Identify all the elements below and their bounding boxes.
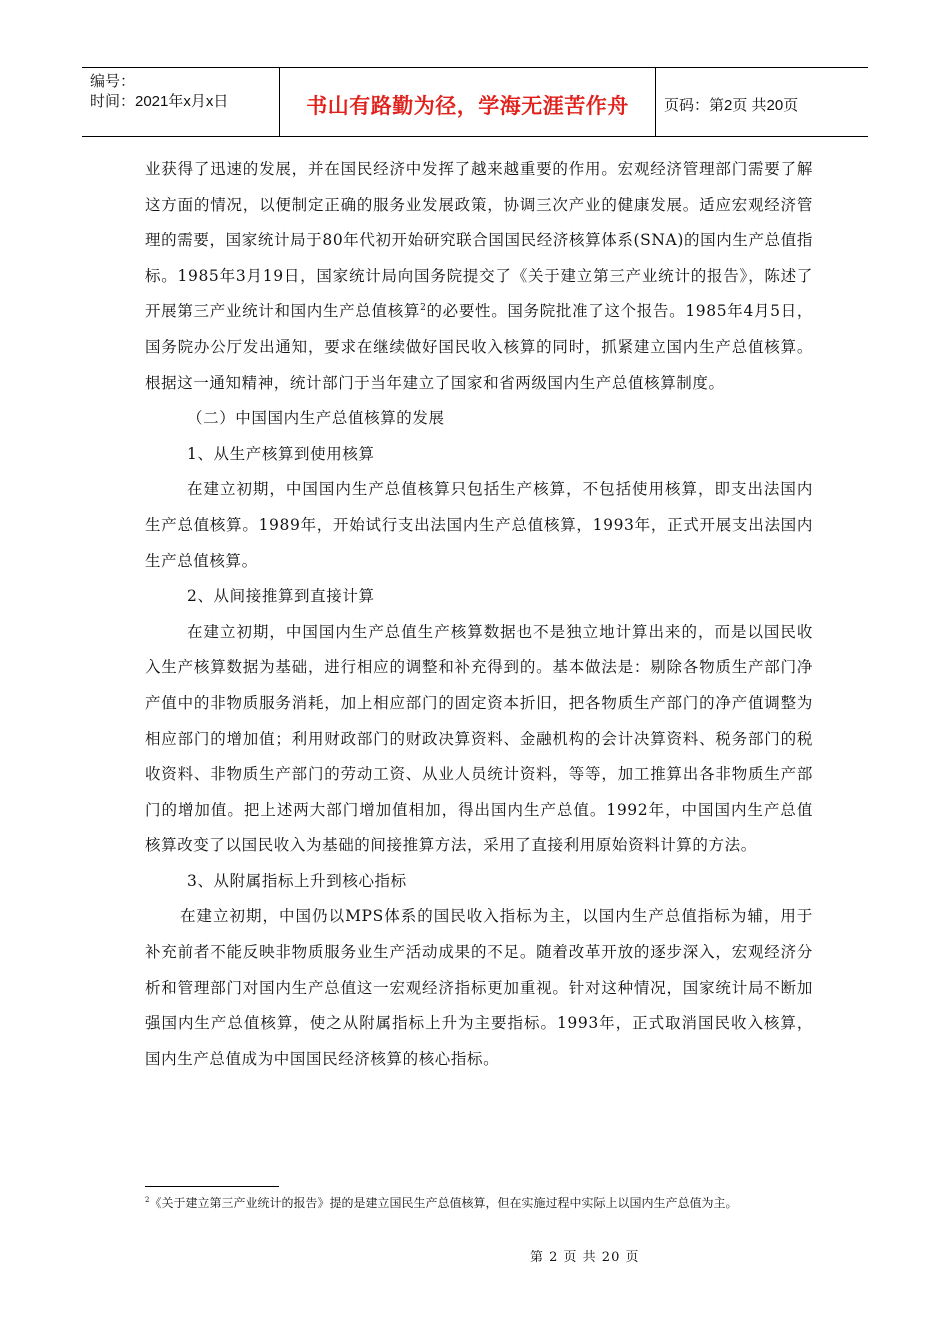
subheading-2-2: 2、从间接推算到直接计算: [187, 587, 375, 606]
header-left-cell: [82, 68, 280, 136]
page-number-footer: 第 2 页 共 20 页: [530, 1250, 640, 1265]
document-time-label: 时间：2021年x月x日: [90, 93, 229, 110]
document-body: [145, 152, 813, 1077]
paragraph-1-tail: 的必要性。国务院批准了这个报告。1985年4月5日，国务院办公厅发出通知，要求在继续做好国民收入核算的同时，抓紧建立国内生产总值核算。根据这一通知精神，统计部门于当年建立了国家和省两级国内生产总值核算制度。: [145, 302, 813, 392]
header-table: [82, 67, 868, 137]
paragraph-3: 在建立初期，中国国内生产总值生产核算数据也不是独立地计算出来的，而是以国民收入生产核算数据为基础，进行相应的调整和补充得到的。基本做法是：剔除各物质生产部门净产值中的非物质服务消耗，加上相应部门的固定资本折旧，把各物质生产部门的净产值调整为相应部门的增加值；利用财政部门的财政决算资料、金融机构的会计决算资料、税务部门的税收资料、非物质生产部门的劳动工资、从业人员统计资料，等等，加工推算出各非物质生产部门的增加值。把上述两大部门增加值相加，得出国内生产总值。1992年，中国国内生产总值核算改变了以国民收入为基础的间接推算方法，采用了直接利用原始资料计算的方法。: [145, 622, 813, 855]
subheading-2-3: 3、从附属指标上升到核心指标: [187, 871, 407, 890]
paragraph-2: 在建立初期，中国国内生产总值核算只包括生产核算，不包括使用核算，即支出法国内生产总值核算。1989年，开始试行支出法国内生产总值核算，1993年，正式开展支出法国内生产总值核算。: [145, 480, 813, 570]
paragraph-1: [145, 152, 813, 401]
paragraph-4: 在建立初期，中国仍以MPS体系的国民收入指标为主，以国内生产总值指标为辅，用于补充前者不能反映非物质服务业生产活动成果的不足。随着改革开放的逐步深入，宏观经济分析和管理部门对国内生产总值这一宏观经济指标更加重视。针对这种情况，国家统计局不断加强国内生产总值核算，使之从附属指标上升为主要指标。1993年，正式取消国民收入核算，国内生产总值成为中国国民经济核算的核心指标。: [145, 907, 813, 1068]
footnote-text: 《关于建立第三产业统计的报告》提的是建立国民生产总值核算，但在实施过程中实际上以国内生产总值为主。: [149, 1196, 738, 1210]
footnote-divider: [145, 1186, 279, 1187]
section-heading-2: （二）中国国内生产总值核算的发展: [187, 409, 445, 428]
paragraph-1-text: 业获得了迅速的发展，并在国民经济中发挥了越来越重要的作用。宏观经济管理部门需要了解这方面的情况，以便制定正确的服务业发展政策，协调三次产业的健康发展。适应宏观经济管理的需要，国家统计局于80年代初开始研究联合国国民经济核算体系(SNA)的国内生产总值指标。1985年3月19日，国家统计局向国务院提交了《关于建立第三产业统计的报告》，陈述了开展第三产业统计和国内生产总值核算: [145, 160, 813, 321]
footnote-ref: 2: [420, 303, 427, 314]
header-page-code: 页码：第2页 共20页: [664, 96, 799, 114]
subheading-2-1: 1、从生产核算到使用核算: [187, 444, 375, 463]
footnote-mark: 2: [145, 1196, 150, 1204]
header-motto: 书山有路勤为径，学海无涯苦作舟: [280, 68, 656, 136]
document-number-label: 编号：: [90, 73, 136, 90]
footnote: [145, 1194, 813, 1212]
